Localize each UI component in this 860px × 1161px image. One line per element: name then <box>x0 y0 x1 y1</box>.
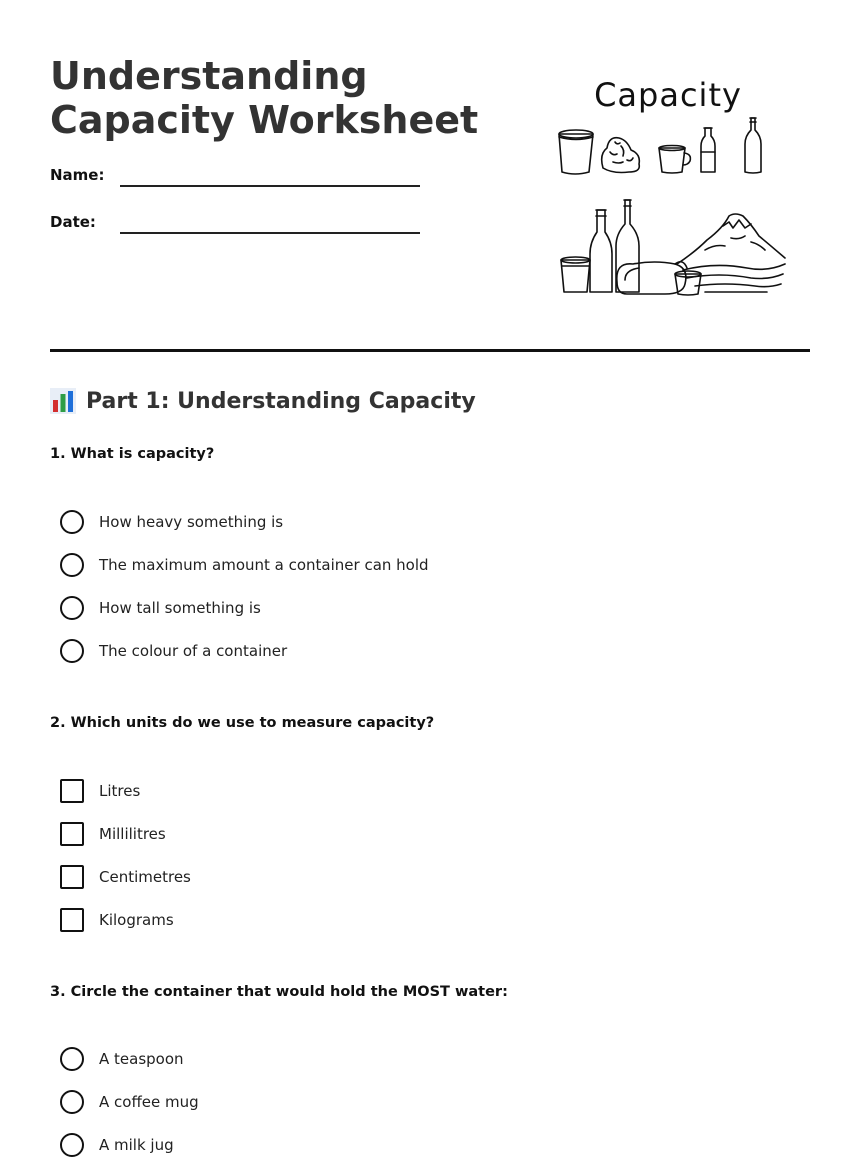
worksheet-title: Understanding Capacity Worksheet <box>50 54 479 142</box>
mountain-icon <box>677 214 785 292</box>
radio-circle[interactable] <box>60 553 84 577</box>
checkbox[interactable] <box>60 779 84 803</box>
bottle-icon <box>745 118 761 173</box>
radio-circle[interactable] <box>60 510 84 534</box>
glass-icon <box>561 257 590 292</box>
q3-option-1[interactable] <box>60 1046 184 1072</box>
q2-option-4[interactable] <box>60 907 174 933</box>
question-2: 2. Which units do we use to measure capacity? <box>50 715 435 731</box>
name-label: Name: <box>50 166 105 184</box>
checkbox[interactable] <box>60 908 84 932</box>
name-field <box>50 166 430 196</box>
option-label: Centimetres <box>99 868 191 886</box>
radio-circle[interactable] <box>60 596 84 620</box>
question-1: 1. What is capacity? <box>50 446 215 462</box>
option-label: Litres <box>99 782 141 800</box>
date-field <box>50 213 430 243</box>
radio-circle[interactable] <box>60 1090 84 1114</box>
date-label: Date: <box>50 213 96 231</box>
option-label: The colour of a container <box>99 642 288 660</box>
bar-chart-icon <box>50 388 76 414</box>
capacity-illustration <box>555 112 790 302</box>
q1-option-1[interactable] <box>60 509 283 535</box>
cup-icon <box>659 146 690 174</box>
q2-option-1[interactable] <box>60 778 140 804</box>
q1-option-4[interactable] <box>60 638 287 664</box>
name-write-line[interactable] <box>120 185 420 187</box>
illustration-title: Capacity <box>594 76 742 114</box>
q2-option-3[interactable] <box>60 864 191 890</box>
option-label: How tall something is <box>99 599 261 617</box>
option-label: A milk jug <box>99 1136 174 1154</box>
q3-option-3[interactable] <box>60 1132 174 1158</box>
q1-option-2[interactable] <box>60 552 429 578</box>
q3-option-2[interactable] <box>60 1089 199 1115</box>
wine-bottle-icon <box>590 200 639 292</box>
radio-circle[interactable] <box>60 1047 84 1071</box>
option-label: A teaspoon <box>99 1050 184 1068</box>
question-3: 3. Circle the container that would hold the MOST water: <box>50 984 508 1000</box>
small-bottle-icon <box>701 128 715 172</box>
option-label: Millilitres <box>99 825 166 843</box>
rock-icon <box>602 138 640 173</box>
checkbox[interactable] <box>60 822 84 846</box>
option-label: How heavy something is <box>99 513 284 531</box>
radio-circle[interactable] <box>60 639 84 663</box>
radio-circle[interactable] <box>60 1133 84 1157</box>
option-label: A coffee mug <box>99 1093 199 1111</box>
section-heading <box>50 388 476 414</box>
q1-option-3[interactable] <box>60 595 261 621</box>
date-write-line[interactable] <box>120 232 420 234</box>
section-title-text: Part 1: Understanding Capacity <box>86 388 476 414</box>
option-label: The maximum amount a container can hold <box>99 556 429 574</box>
bucket-icon <box>559 130 593 174</box>
section-divider <box>50 349 810 352</box>
option-label: Kilograms <box>99 911 174 929</box>
checkbox[interactable] <box>60 865 84 889</box>
q2-option-2[interactable] <box>60 821 166 847</box>
